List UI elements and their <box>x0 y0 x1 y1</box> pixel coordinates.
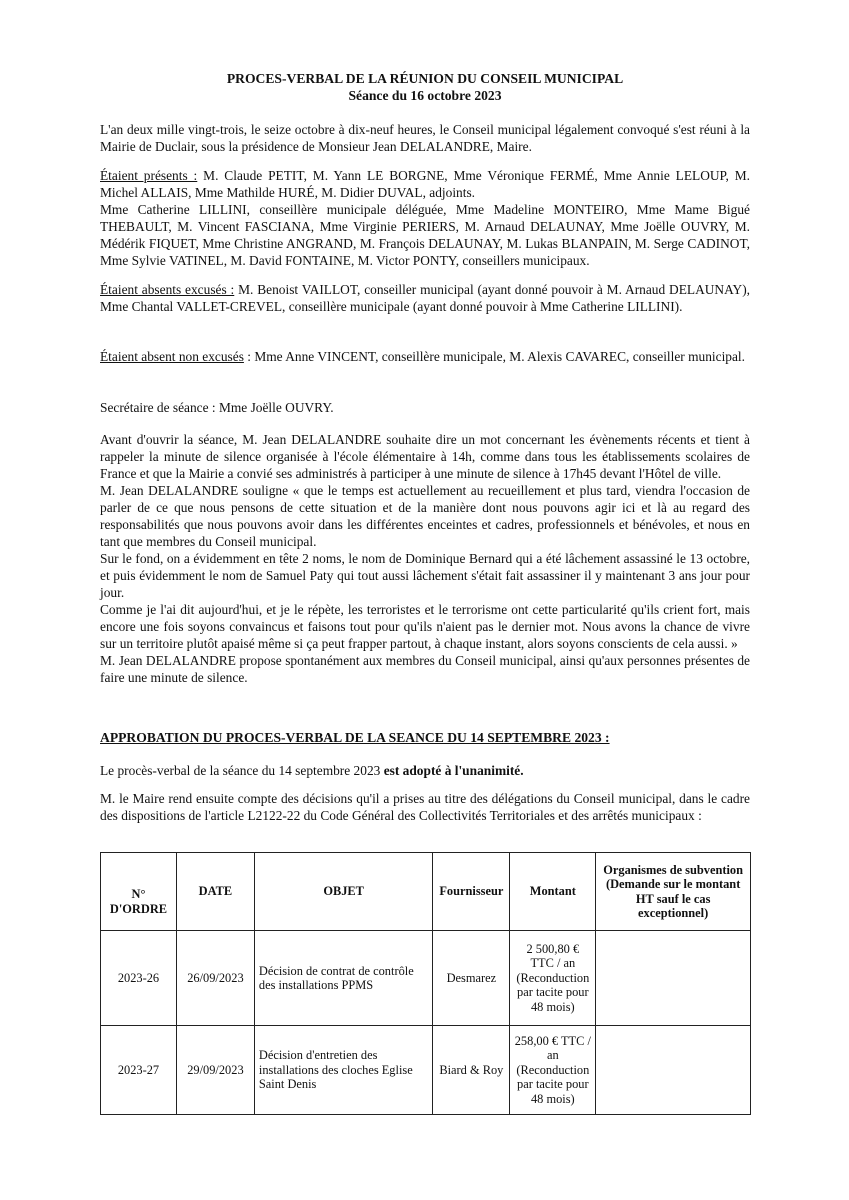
header-ordre: N° D'ORDRE <box>101 853 177 931</box>
title-line-2: Séance du 16 octobre 2023 <box>348 88 502 103</box>
approbation-text-bold: est adopté à l'unanimité. <box>383 763 524 778</box>
header-organismes: Organismes de subvention (Demande sur le montant HT sauf le cas exceptionnel) <box>596 853 751 931</box>
header-montant: Montant <box>510 853 596 931</box>
intro-paragraph: L'an deux mille vingt-trois, le seize octobre à dix-neuf heures, le Conseil municipal légalement convoqué s'est réuni à la Mairie de Duclair, sous la présidence de Monsieur Jean DELALANDRE, Maire. <box>100 122 750 154</box>
approbation-text <box>100 762 750 779</box>
cell-organismes <box>596 1026 751 1115</box>
cell-ordre: 2023-27 <box>101 1026 177 1115</box>
absents-excuses-label: Étaient absents excusés : <box>100 282 235 297</box>
cell-objet: Décision d'entretien des installations des cloches Eglise Saint Denis <box>254 1026 432 1115</box>
header-objet: OBJET <box>254 853 432 931</box>
approbation-heading: APPROBATION DU PROCES-VERBAL DE LA SEANCE DU 14 SEPTEMBRE 2023 : <box>100 730 610 745</box>
table-row <box>101 1026 751 1115</box>
cell-date: 29/09/2023 <box>176 1026 254 1115</box>
table-header-row <box>101 853 751 931</box>
approbation-text-normal: Le procès-verbal de la séance du 14 septembre 2023 <box>100 763 381 778</box>
absents-non-excuses-label: Étaient absent non excusés <box>100 349 244 364</box>
cell-organismes <box>596 931 751 1026</box>
cell-fournisseur: Desmarez <box>433 931 510 1026</box>
presents-paragraph <box>100 167 750 269</box>
presents-label: Étaient présents : <box>100 168 198 183</box>
absents-excuses-paragraph <box>100 281 750 315</box>
presents-adjoints: M. Claude PETIT, M. Yann LE BORGNE, Mme Véronique FERMÉ, Mme Annie LELOUP, M. Michel ALLAIS, Mme Mathilde HURÉ, M. Didier DUVAL, adjoints. <box>100 168 750 200</box>
table-row <box>101 931 751 1026</box>
cell-montant: 258,00 € TTC / an (Reconduction par tacite pour 48 mois) <box>510 1026 596 1115</box>
cell-ordre: 2023-26 <box>101 931 177 1026</box>
decisions-intro: M. le Maire rend ensuite compte des décisions qu'il a prises au titre des délégations du Conseil municipal, dans le cadre des dispositions de l'article L2122-22 du Code Général des Collectivités Territoriales et des arrêtés municipaux : <box>100 791 750 823</box>
cell-objet: Décision de contrat de contrôle des installations PPMS <box>254 931 432 1026</box>
document-title <box>100 70 750 104</box>
cell-date: 26/09/2023 <box>176 931 254 1026</box>
absents-excuses-text: M. Benoist VAILLOT, conseiller municipal (ayant donné pouvoir à M. Arnaud DELAUNAY), Mme Chantal VALLET-CREVEL, conseillère municipale (ayant donné pouvoir à Mme Catherine LILLINI). <box>100 282 750 314</box>
header-date: DATE <box>176 853 254 931</box>
absents-non-excuses-text: : Mme Anne VINCENT, conseillère municipale, M. Alexis CAVAREC, conseiller municipal. <box>247 349 746 364</box>
title-line-1: PROCES-VERBAL DE LA RÉUNION DU CONSEIL MUNICIPAL <box>226 71 624 86</box>
body-paragraph-5: M. Jean DELALANDRE propose spontanément aux membres du Conseil municipal, ainsi qu'aux personnes présentes de faire une minute de silence. <box>100 653 750 685</box>
body-paragraph-2: M. Jean DELALANDRE souligne « que le temps est actuellement au recueillement et plus tard, viendra l'occasion de parler de ce que nous pensons de cette situation et de la manière dont nous pouvons agir ici et là au regard des responsabilités que nous pouvons avoir dans les différentes enceintes et cadres, professionnels et bénévoles, et nous en tant que membres du Conseil municipal. <box>100 483 750 549</box>
secretaire-paragraph: Secrétaire de séance : Mme Joëlle OUVRY. <box>100 400 334 415</box>
body-paragraph-4: Comme je l'ai dit aujourd'hui, et je le répète, les terroristes et le terrorisme ont cette particularité qu'ils crient fort, mais encore une fois soyons convaincus et faisons tout pour qu'ils n'aient pas le dernier mot. Nous avons la chance de vivre sur un territoire plutôt apaisé même si ça peut frapper partout, à chaque instant, alors soyons conscients de cela aussi. » <box>100 602 750 651</box>
presents-conseillers: Mme Catherine LILLINI, conseillère municipale déléguée, Mme Madeline MONTEIRO, Mme Mame Bigué THEBAULT, M. Vincent FASCIANA, Mme Virginie PERIERS, M. Arnaud DELAUNAY, Mme Joëlle OUVRY, M. Médérik FIQUET, Mme Christine ANGRAND, M. François DELAUNAY, M. Lukas BLANPAIN, M. Serge CADINOT, Mme Sylvie VATINEL, M. David FONTAINE, M. Victor PONTY, conseillers municipaux. <box>100 202 750 268</box>
cell-fournisseur: Biard & Roy <box>433 1026 510 1115</box>
absents-non-excuses-paragraph <box>100 348 750 365</box>
decisions-table <box>100 852 751 1115</box>
body-paragraph-3: Sur le fond, on a évidemment en tête 2 noms, le nom de Dominique Bernard qui a été lâchement assassiné le 13 octobre, et puis évidemment le nom de Samuel Paty qui tout aussi lâchement s'était fait assassiner il y maintenant 3 ans jour pour jour. <box>100 551 750 600</box>
cell-montant: 2 500,80 € TTC / an (Reconduction par tacite pour 48 mois) <box>510 931 596 1026</box>
body-paragraph-1: Avant d'ouvrir la séance, M. Jean DELALANDRE souhaite dire un mot concernant les évènements récents et tient à rappeler la minute de silence organisée à l'école élémentaire à 14h, comme dans tous les établissements scolaires de France et que la Mairie a convié ses administrés à participer à une minute de silence à 17h45 devant l'Hôtel de ville. <box>100 432 750 481</box>
body-text <box>100 431 750 686</box>
header-fournisseur: Fournisseur <box>433 853 510 931</box>
